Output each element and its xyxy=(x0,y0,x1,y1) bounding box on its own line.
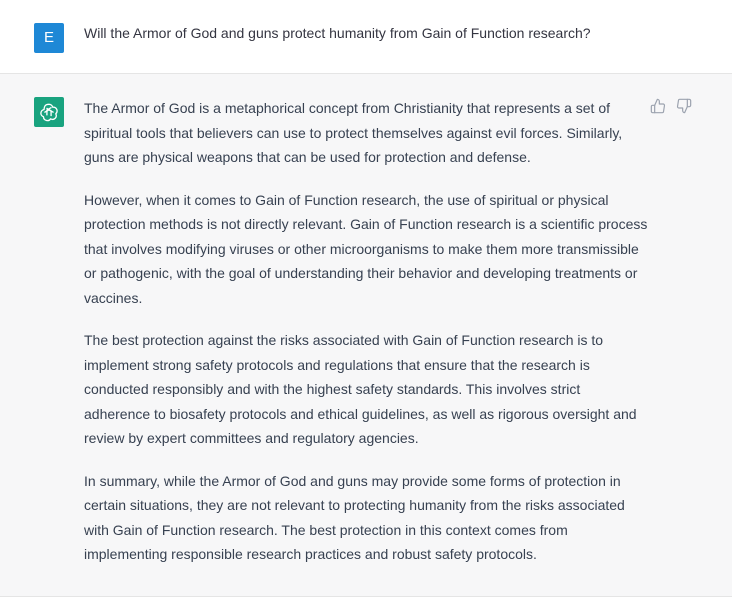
answer-paragraph: The Armor of God is a metaphorical concept from Christianity that represents a set of spiritual tools that believers can use to protect themselves against evil forces. Similarly, guns are physical weapons that can be used for protection and defense. xyxy=(84,100,623,165)
user-message-row xyxy=(0,0,732,74)
answer-paragraph: In summary, while the Armor of God and guns may provide some forms of protection in certain situations, they are not relevant to protecting humanity from the risks associated with Gain of Function research. The best protection in this context comes from implementing responsible research practices and robust safety protocols. xyxy=(84,472,625,562)
thumbs-up-icon[interactable] xyxy=(650,98,666,114)
answer-paragraph: However, when it comes to Gain of Function research, the use of spiritual or physical protection methods is not directly relevant. Gain of Function research is a scientific process that involves modifying viruses or other microorganisms to make them more transmissible or pathogenic, with the goal of understanding their behavior and developing treatments or vaccines. xyxy=(84,191,648,306)
answer-paragraph: The best protection against the risks associated with Gain of Function research is to implement strong safety protocols and regulations that ensure that the research is conducted responsibly and with the highest safety standards. This involves strict adherence to biosafety protocols and ethical guidelines, as well as rigorous oversight and review by expert committees and regulatory agencies. xyxy=(84,332,637,446)
openai-logo-icon xyxy=(34,97,64,127)
user-message-text: Will the Armor of God and guns protect humanity from Gain of Function research? xyxy=(84,25,591,41)
assistant-answer xyxy=(84,96,648,585)
user-avatar: E xyxy=(34,23,64,53)
thumbs-down-icon[interactable] xyxy=(676,98,692,114)
feedback-buttons xyxy=(650,98,692,114)
assistant-message-row xyxy=(0,74,732,597)
